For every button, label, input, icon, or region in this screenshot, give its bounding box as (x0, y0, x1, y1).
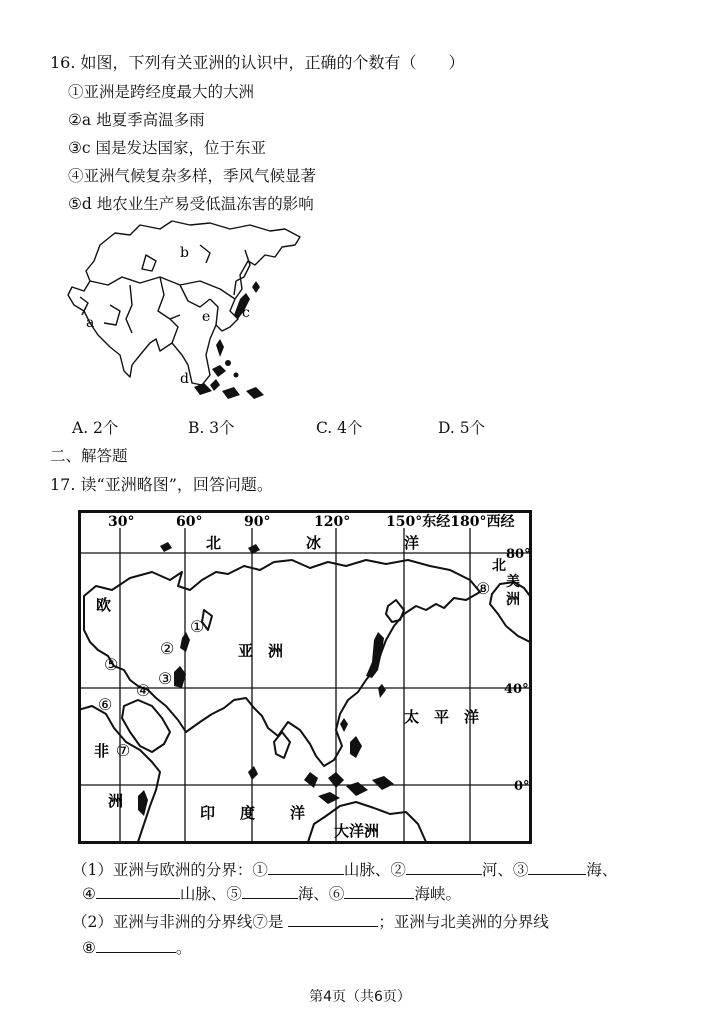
marker-1: ① (190, 617, 205, 636)
label-d: d (180, 371, 189, 387)
indian-3: 洋 (290, 804, 306, 822)
q16-asia-map (60, 215, 320, 415)
question-16-title: 16. 如图，下列有关亚洲的认识中，正确的个数有（ ） (50, 53, 465, 72)
marker-2: ② (160, 639, 175, 658)
q16-option-4: ④亚洲气候复杂多样，季风气候显著 (68, 167, 317, 185)
marker-3: ③ (158, 669, 173, 688)
blank-3[interactable] (528, 860, 586, 875)
q16-option-1: ①亚洲是跨经度最大的大洲 (68, 83, 255, 101)
lon-label-90: 90° (244, 514, 271, 530)
lon-label-60: 60° (176, 514, 203, 530)
question-17-title: 17. 读“亚洲略图”，回答问题。 (50, 475, 273, 494)
arctic-3: 洋 (404, 534, 420, 552)
pacific-name: 太 平 洋 (404, 708, 480, 726)
sub2-line2: ⑧ 。 (82, 939, 192, 957)
marker-8: ⑧ (476, 579, 491, 598)
q17-asia-sketch-map (78, 510, 532, 844)
lat-label-0: 0° (514, 779, 530, 794)
north-america-3: 洲 (506, 592, 520, 608)
blank-7[interactable] (288, 912, 378, 927)
label-b: b (180, 245, 189, 261)
label-a: a (86, 315, 95, 331)
lon-label-120: 120° (314, 514, 351, 530)
choice-c[interactable]: C. 4个 (316, 419, 363, 437)
arctic-1: 北 (206, 534, 222, 552)
map-frame (80, 512, 531, 843)
lon-label-150-180: 150°东经180°西经 (386, 514, 515, 530)
north-america-2: 美 (506, 574, 520, 590)
marker-4: ④ (136, 681, 151, 700)
q16-option-2: ②a 地夏季高温多雨 (68, 111, 205, 129)
blank-1[interactable] (268, 860, 344, 875)
blank-4[interactable] (96, 884, 180, 899)
africa-name-1: 非 (94, 742, 110, 760)
lon-label-30: 30° (108, 514, 135, 530)
marker-7: ⑦ (116, 741, 131, 760)
choice-a[interactable]: A. 2个 (72, 419, 119, 437)
choice-b[interactable]: B. 3个 (188, 419, 235, 437)
north-america-1: 北 (492, 558, 506, 574)
africa-name-2: 洲 (108, 792, 124, 810)
blank-6[interactable] (344, 884, 414, 899)
arctic-2: 冰 (306, 534, 322, 552)
q16-option-5: ⑤d 地农业生产易受低温冻害的影响 (68, 195, 314, 213)
sub1-line2: ④ 山脉、⑤ 海、⑥ 海峡。 (82, 885, 461, 903)
oceania-name: 大洋洲 (334, 822, 380, 840)
blank-8[interactable] (96, 938, 176, 953)
label-c: c (242, 305, 250, 321)
asia-name: 亚 洲 (238, 642, 284, 660)
marker-6: ⑥ (98, 695, 113, 714)
europe-name: 欧 (96, 596, 112, 614)
q16-option-3: ③c 国是发达国家，位于东亚 (68, 139, 267, 157)
blank-2[interactable] (406, 860, 482, 875)
section-title: 二、解答题 (50, 447, 128, 465)
choice-d[interactable]: D. 5个 (438, 419, 486, 437)
sub1-line1: （1）亚洲与欧洲的分界：① 山脉、② 河、③ 海、 (72, 861, 618, 879)
indian-2: 度 (240, 804, 256, 822)
lat-label-80: 80° (506, 547, 531, 562)
sub2-line1: （2）亚洲与非洲的分界线⑦是 ；亚洲与北美洲的分界线 (72, 913, 549, 931)
marker-5: ⑤ (104, 655, 119, 674)
lat-label-40: 40° (504, 682, 529, 697)
page-footer: 第4页（共6页） (309, 989, 411, 1005)
label-e: e (202, 309, 211, 325)
blank-5[interactable] (242, 884, 298, 899)
indian-1: 印 (200, 804, 216, 822)
